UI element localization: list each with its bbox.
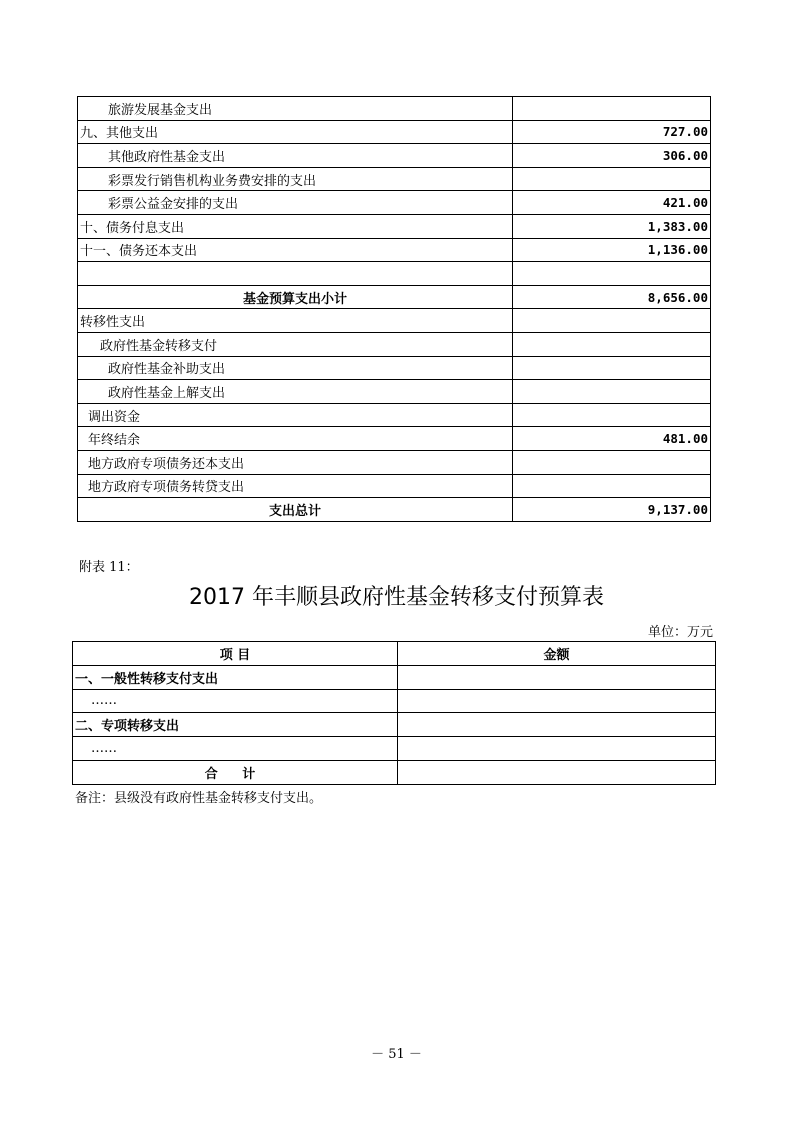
row-value: 8,656.00 [513,285,711,309]
row-label: 年终结余 [78,427,513,451]
row-value [513,309,711,333]
row-label: 十一、债务还本支出 [78,238,513,262]
row-value [513,262,711,286]
row-value: 9,137.00 [513,498,711,522]
row-value: 727.00 [513,120,711,144]
row-value [513,403,711,427]
row-value [398,760,716,784]
row-label: 转移性支出 [78,309,513,333]
table-row [78,262,711,286]
table-row [78,450,711,474]
row-value [398,665,716,689]
table-row [78,120,711,144]
row-value: 306.00 [513,144,711,168]
row-label: …… [73,689,398,713]
row-value: 1,136.00 [513,238,711,262]
annex-label: 附表 11： [79,560,139,575]
table-row [78,427,711,451]
row-label: 彩票发行销售机构业务费安排的支出 [78,167,513,191]
fund-expenditure-table [77,96,711,522]
row-label: 一、一般性转移支付支出 [73,665,398,689]
table-row [73,737,716,761]
row-value [398,713,716,737]
row-label: 旅游发展基金支出 [78,97,513,121]
table-row [78,238,711,262]
table-row [78,403,711,427]
row-label [78,262,513,286]
row-label: 二、专项转移支出 [73,713,398,737]
row-label: 政府性基金上解支出 [78,380,513,404]
row-label: 政府性基金转移支付 [78,332,513,356]
table-row [78,356,711,380]
table-row [73,689,716,713]
row-value: 421.00 [513,191,711,215]
row-value [398,737,716,761]
row-label: …… [73,737,398,761]
fund-expenditure-table-body [78,97,711,522]
row-label: 基金预算支出小计 [78,285,513,309]
table-row [78,474,711,498]
transfer-payment-table-body [73,642,716,785]
row-label: 九、其他支出 [78,120,513,144]
unit-label: 单位：万元 [647,625,713,640]
row-value [513,167,711,191]
row-value [513,97,711,121]
row-label: 其他政府性基金支出 [78,144,513,168]
table-row [78,97,711,121]
row-label: 十、债务付息支出 [78,214,513,238]
row-value [513,450,711,474]
row-label: 地方政府专项债务转贷支出 [78,474,513,498]
table-row [73,713,716,737]
page-title: 2017 年丰顺县政府性基金转移支付预算表 [189,585,604,610]
table-row [78,214,711,238]
table-row [78,380,711,404]
table-row [73,760,716,784]
header-amount: 金额 [398,642,716,666]
row-value [513,332,711,356]
table-row [78,332,711,356]
transfer-payment-table [72,641,716,785]
row-value [513,356,711,380]
footnote: 备注：县级没有政府性基金转移支付支出。 [75,791,323,806]
table-row [73,665,716,689]
row-value [398,689,716,713]
table-row [78,498,711,522]
row-value [513,474,711,498]
table-row [78,191,711,215]
row-label: 地方政府专项债务还本支出 [78,450,513,474]
row-label: 彩票公益金安排的支出 [78,191,513,215]
page-number: － 51 － [371,1047,422,1062]
header-item: 项 目 [73,642,398,666]
row-label: 支出总计 [78,498,513,522]
row-label: 调出资金 [78,403,513,427]
row-value: 481.00 [513,427,711,451]
row-label: 政府性基金补助支出 [78,356,513,380]
row-value: 1,383.00 [513,214,711,238]
table-header-row [73,642,716,666]
table-row [78,309,711,333]
table-row [78,285,711,309]
row-value [513,380,711,404]
table-row [78,167,711,191]
row-label: 合 计 [73,760,398,784]
table-row [78,144,711,168]
